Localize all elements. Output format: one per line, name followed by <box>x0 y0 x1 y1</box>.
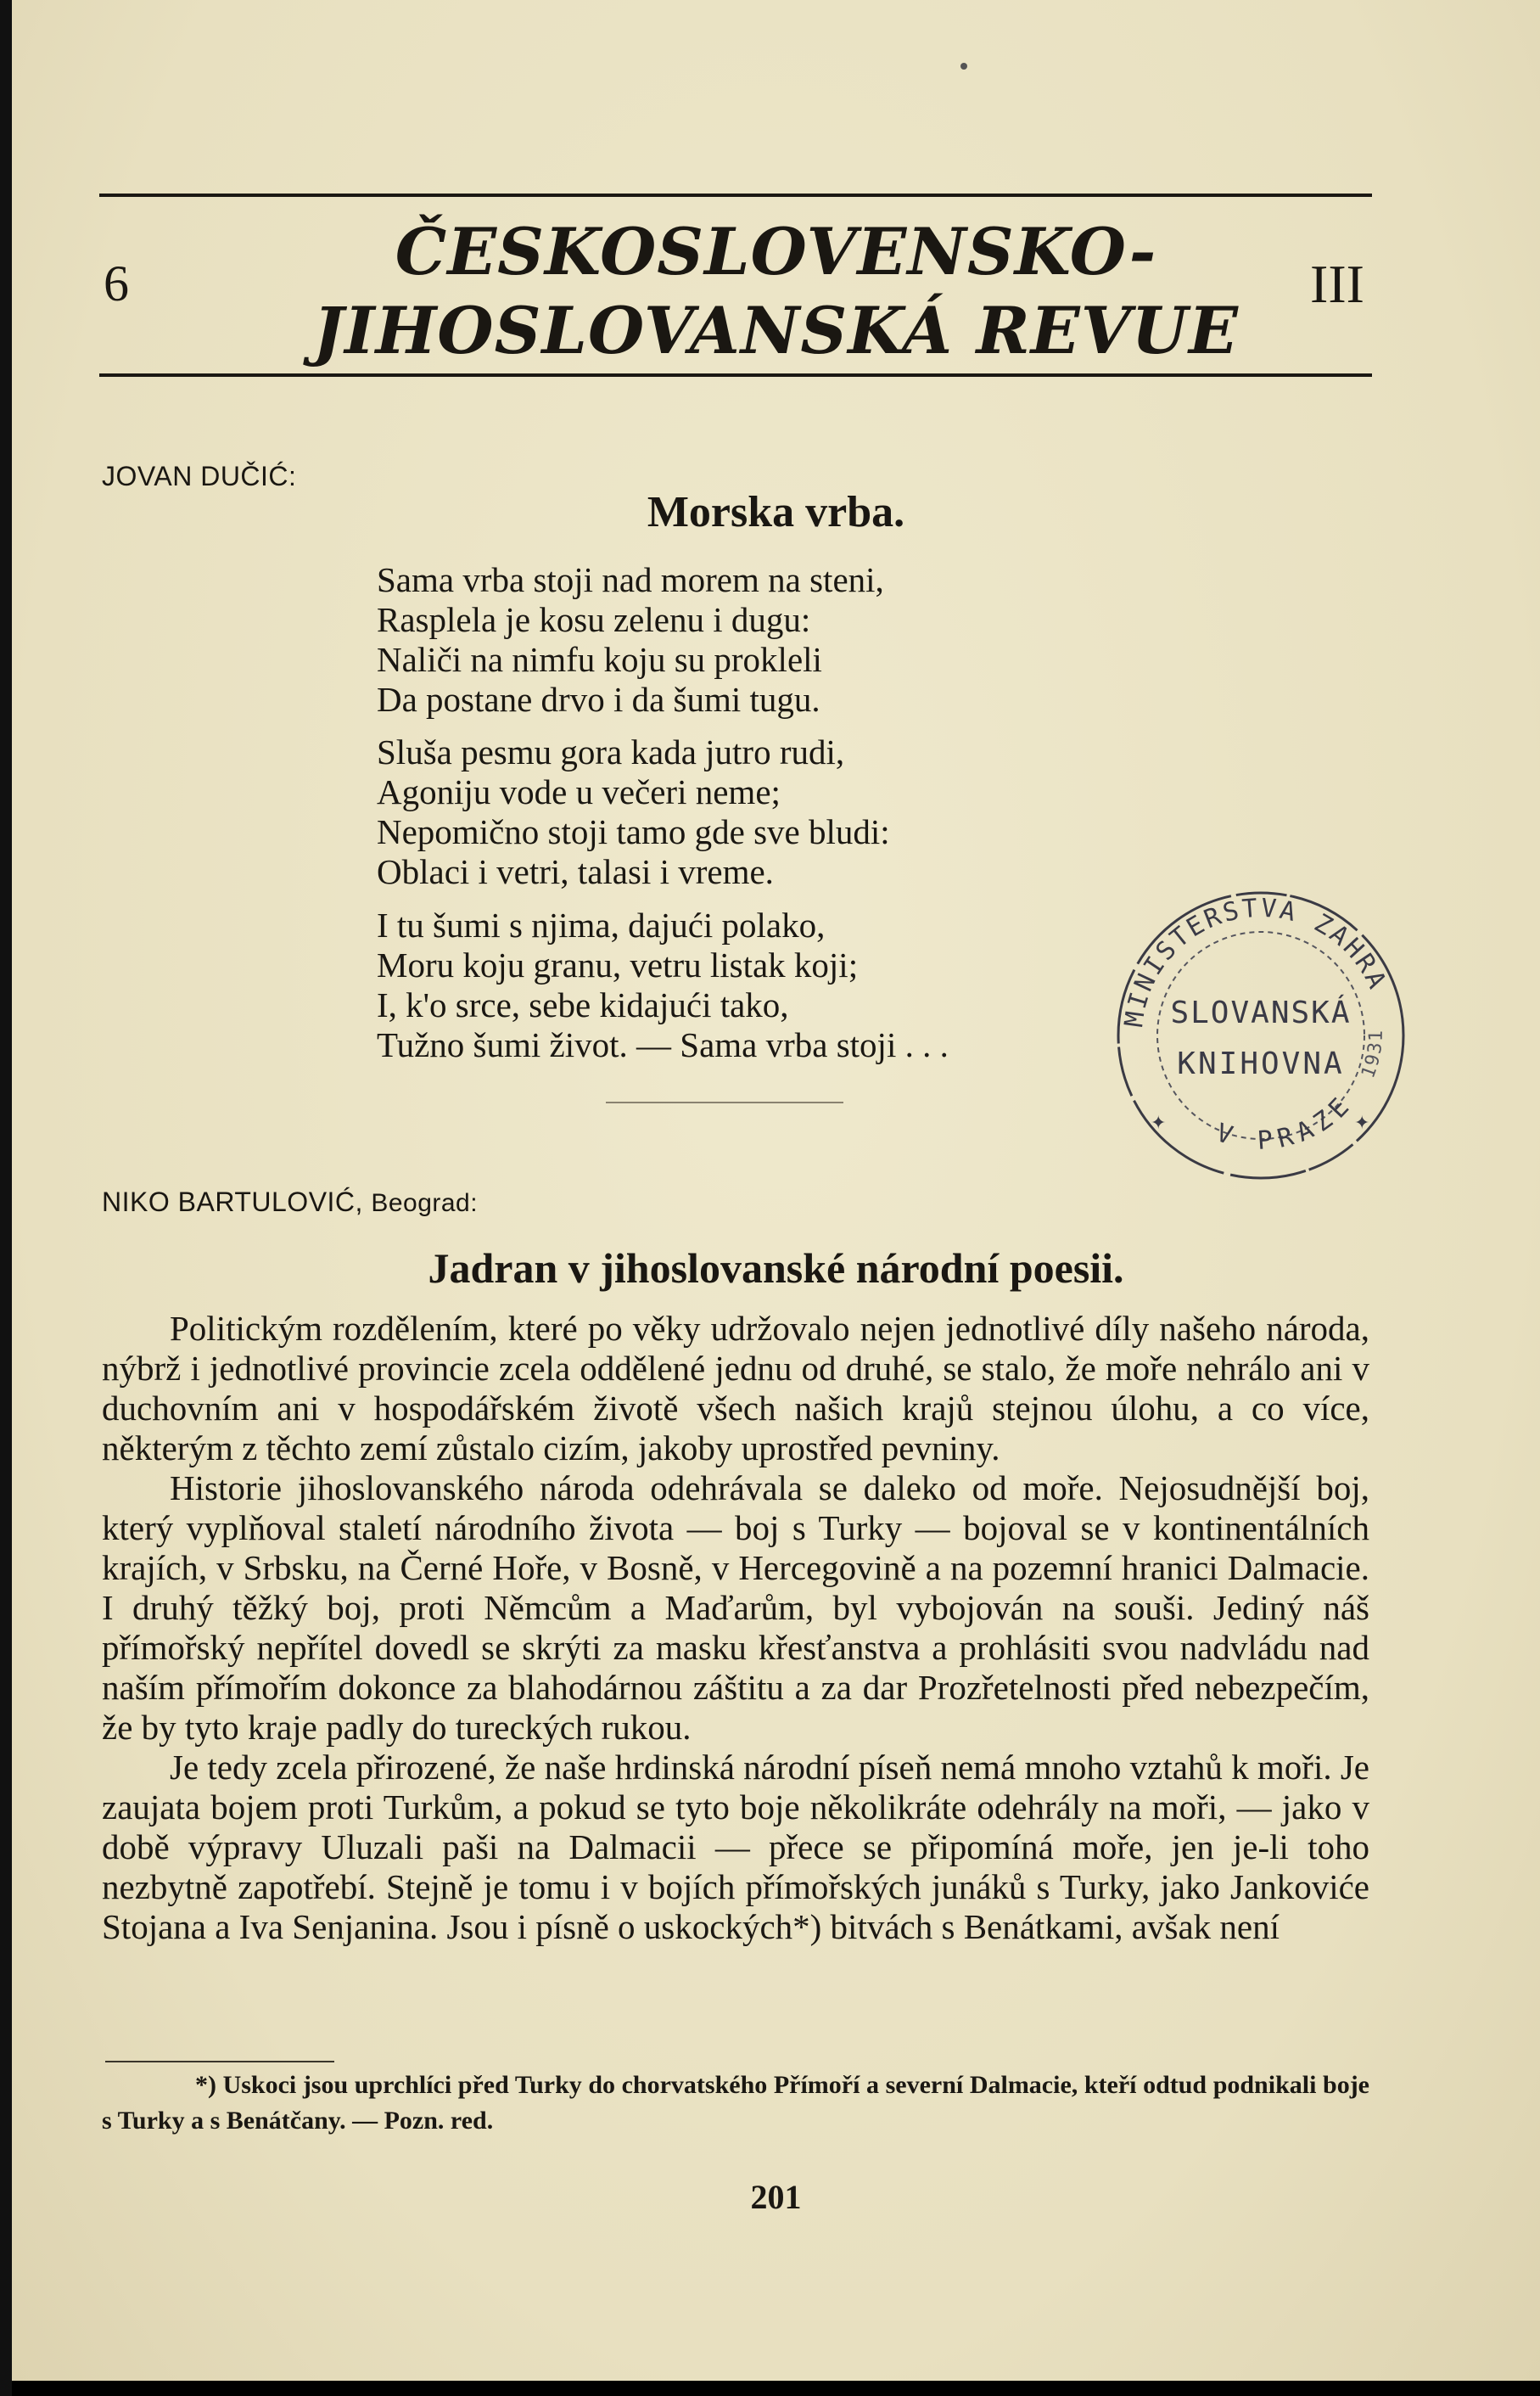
journal-title-line2: JIHOSLOVANSKÁ REVUE <box>313 293 1239 368</box>
article-body <box>102 1309 1369 1947</box>
footnote: *) Uskoci jsou uprchlíci před Turky do chorvatského Přímoří a severní Dalmacie, kteří odtud podnikali boje s Turky a s Benátčany. — Pozn. red. <box>102 2071 1369 2135</box>
poem-line: Nepomično stoji tamo gde sve bludi: <box>377 812 890 851</box>
header-bottom-rule <box>99 373 1372 377</box>
poem-line: I, k'o srce, sebe kidajući tako, <box>377 985 789 1024</box>
poem-line: Naliči na nimfu koju su prokleli <box>377 640 822 679</box>
poem-line: Oblaci i vetri, talasi i vreme. <box>377 852 774 891</box>
poem-title: Morska vrba. <box>647 488 905 536</box>
poem-line: Rasplela je kosu zelenu i dugu: <box>377 600 811 639</box>
stamp-ring-bottom: V PRAZE <box>1212 1087 1360 1156</box>
header-volume: III <box>1310 254 1364 314</box>
stamp-star-icon: ✦ <box>1354 1113 1370 1134</box>
poem-line: Agoniju vode u večeri neme; <box>377 772 781 811</box>
poem-stanza-2 <box>377 732 890 892</box>
article-paragraph: Je tedy zcela přirozené, že naše hrdinská národní píseň nemá mnoho vztahů k moři. Je zaujata bojem proti Turkům, a pokud se tyto boje několikráte odehrály na moři, — jako v době výpravy Uluzali paši na Dalmacii — přece se připomíná moře, jen je-li toho nezbytně zapotřebí. Stejně je tomu i v bojích přímořských junáků s Turky, jako Jankoviće Stojana a Iva Senjanina. Jsou i písně o uskockých*) bitvách s Benátkami, avšak není <box>102 1748 1369 1946</box>
stamp-ring-year: 1931 <box>1358 1028 1387 1081</box>
stamp-line1: SLOVANSKÁ <box>1170 996 1352 1030</box>
ink-speck <box>960 63 967 70</box>
journal-page <box>12 0 1540 2381</box>
poem-line: I tu šumi s njima, dajući polako, <box>377 906 826 945</box>
poem-author: JOVAN DUČIĆ: <box>102 461 297 491</box>
article-paragraph: Historie jihoslovanského národa odehrávala se daleko od moře. Nejosudnější boj, který vyplňoval staletí národního života — boj s Turky — bojoval se v kontinentálních krajích, v Srbsku, na Černé Hoře, v Bosně, v Hercegovině a na pozemní hranici Dalmacie. I druhý těžký boj, proti Němcům a Maďarům, byl vybojován na souši. Jediný náš přímořský nepřítel dovedl se skrýti za masku křesťanstva a prohlásiti svou nadvládu nad naším přímořím dokonce za blahodárnou záštitu a za dar Prozřetelnosti před nebezpečím, že by tyto kraje padly do tureckých rukou. <box>102 1468 1369 1747</box>
poem-stanza-1 <box>377 560 884 720</box>
library-stamp <box>1100 874 1422 1197</box>
poem-stanza-3 <box>377 906 949 1065</box>
poem-line: Da postane drvo i da šumi tugu. <box>377 680 820 719</box>
footnote-rule <box>105 2061 334 2062</box>
article-author-city: Beograd: <box>371 1189 479 1217</box>
poem-line: Sluša pesmu gora kada jutro rudi, <box>377 732 845 772</box>
poem-line: Sama vrba stoji nad morem na steni, <box>377 560 884 599</box>
article-author <box>102 1187 478 1218</box>
header-top-rule <box>99 194 1372 197</box>
journal-title-line1: ČESKOSLOVENSKO- <box>395 214 1157 289</box>
section-divider <box>606 1102 843 1103</box>
article-paragraph: Politickým rozdělením, které po věky udržovalo nejen jednotlivé díly našeho národa, nýbrž i jednotlivé provincie zcela oddělené jednu od druhé, se stalo, že moře nehrálo ani v duchovním ani v hospodářském životě všech našich krajů stejnou úlohu, a co více, některým z těchto zemí zůstalo cizím, jakoby uprostřed pevniny. <box>102 1309 1369 1467</box>
stamp-ring-text: MINISTERSTVA ZAHRA <box>1119 893 1393 1030</box>
stamp-star-icon: ✦ <box>1151 1113 1167 1134</box>
scan-edge <box>0 0 12 2396</box>
stamp-line2: KNIHOVNA <box>1177 1046 1345 1081</box>
header-page-number: 6 <box>104 255 129 311</box>
poem-line: Moru koju granu, vetru listak koji; <box>377 945 859 985</box>
page-footer-number: 201 <box>750 2178 802 2216</box>
article-author-name: NIKO BARTULOVIĆ, <box>102 1187 363 1217</box>
article-title: Jadran v jihoslovanské národní poesii. <box>428 1244 1124 1292</box>
poem-line: Tužno šumi život. — Sama vrba stoji . . . <box>377 1025 949 1064</box>
